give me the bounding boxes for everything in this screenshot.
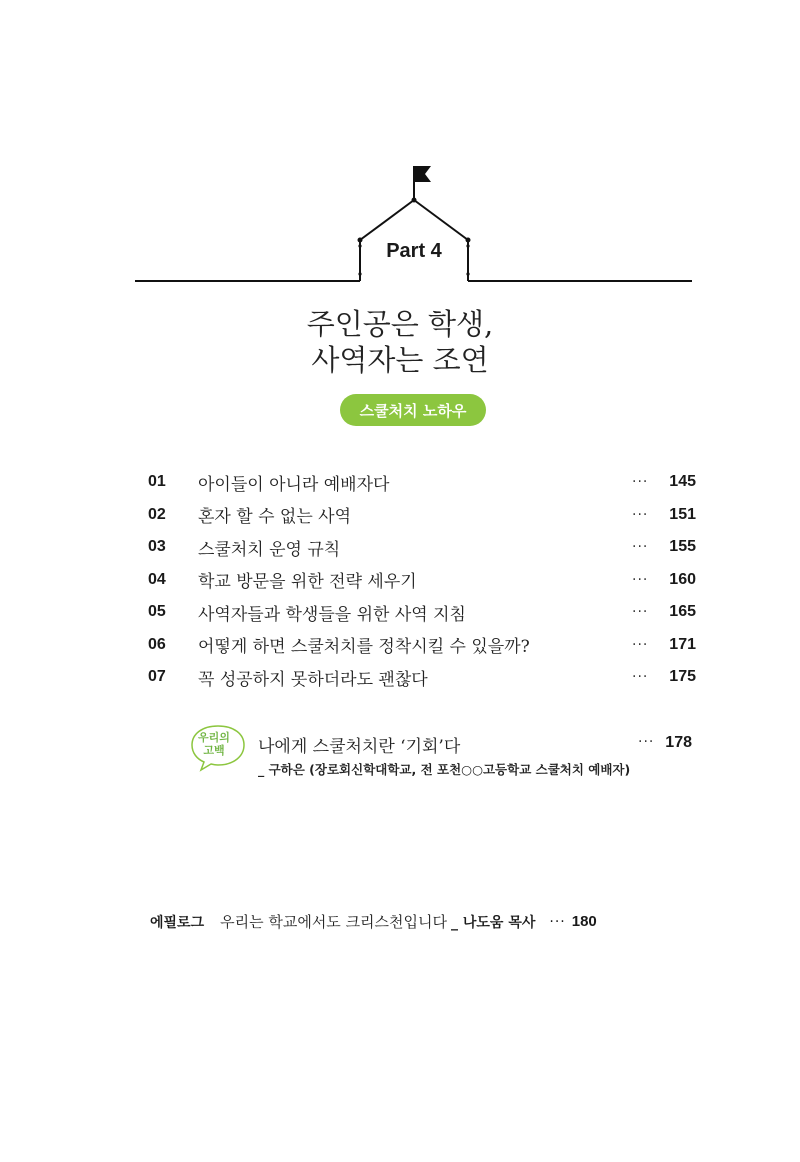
toc-item-02[interactable] (148, 499, 696, 532)
toc-title: 혼자 할 수 없는 사역 (198, 507, 351, 528)
epilogue-entry[interactable] (150, 911, 597, 932)
toc-page: 151 (669, 505, 696, 523)
dot (358, 238, 363, 243)
toc-number: 04 (148, 570, 166, 588)
epilogue-author: _ 나도움 목사 (451, 914, 536, 931)
toc-item-07[interactable] (148, 661, 696, 694)
toc-title: 사역자들과 학생들을 위한 사역 지침 (198, 604, 466, 625)
bubble-label (189, 731, 239, 757)
toc-item-03[interactable] (148, 531, 696, 564)
epilogue-title: 우리는 학교에서도 크리스천입니다 (220, 913, 447, 931)
toc-number: 03 (148, 538, 166, 556)
epilogue-page: 180 (571, 913, 597, 930)
flag (415, 166, 431, 182)
toc-page: 175 (669, 668, 696, 686)
bubble-label-line2: 고백 (203, 744, 225, 757)
toc-number: 07 (148, 668, 166, 686)
confession-leader: ··· (638, 734, 655, 750)
dot (412, 198, 417, 203)
toc-title: 꼭 성공하지 못하더라도 괜찮다 (198, 669, 428, 690)
confession-title[interactable]: 나에게 스쿨처치란 ‘기회’다 (258, 737, 461, 757)
toc-number: 06 (148, 635, 166, 653)
dot (466, 244, 469, 247)
toc-page: 155 (669, 538, 696, 556)
dot (466, 272, 469, 275)
confession-page: 178 (665, 734, 692, 751)
toc-page: 165 (669, 603, 696, 621)
roof-right (414, 200, 468, 240)
chapter-title-line1: 주인공은 학생, (306, 307, 494, 341)
confession-author: _ 구하은 (장로회신학대학교, 전 포천○○고등학교 스쿨처치 예배자) (258, 762, 631, 777)
toc-item-05[interactable] (148, 596, 696, 629)
toc-title: 아이들이 아니라 예배자다 (198, 474, 390, 495)
part-label: Part 4 (386, 240, 442, 262)
dot (466, 238, 471, 243)
toc-leader: ··· (632, 506, 649, 523)
toc-leader: ··· (632, 604, 649, 621)
toc-number: 01 (148, 473, 166, 491)
toc-number: 05 (148, 603, 166, 621)
dot (358, 272, 361, 275)
toc-number: 02 (148, 505, 166, 523)
dot (358, 244, 361, 247)
toc-leader: ··· (632, 539, 649, 556)
toc-leader: ··· (632, 669, 649, 686)
chapter-title-line2: 사역자는 조연 (311, 343, 489, 377)
toc-item-04[interactable] (148, 564, 696, 597)
toc-page: 160 (669, 570, 696, 588)
bubble-label-line1: 우리의 (198, 731, 230, 744)
section-badge: 스쿨처치 노하우 (340, 394, 486, 426)
toc-title: 어떻게 하면 스쿨처치를 정착시킬 수 있을까? (198, 637, 530, 658)
epilogue-label: 에필로그 (150, 914, 205, 931)
toc-page: 171 (669, 635, 696, 653)
toc-item-06[interactable] (148, 629, 696, 662)
toc-leader: ··· (632, 474, 649, 491)
toc-title: 스쿨처치 운영 규칙 (198, 539, 341, 560)
table-of-contents (148, 466, 696, 694)
toc-leader: ··· (632, 571, 649, 588)
epilogue-leader: ··· (549, 913, 566, 930)
toc-item-01[interactable] (148, 466, 696, 499)
roof-left (360, 200, 414, 240)
toc-title: 학교 방문을 위한 전략 세우기 (198, 572, 417, 593)
toc-leader: ··· (632, 636, 649, 653)
toc-page: 145 (669, 473, 696, 491)
